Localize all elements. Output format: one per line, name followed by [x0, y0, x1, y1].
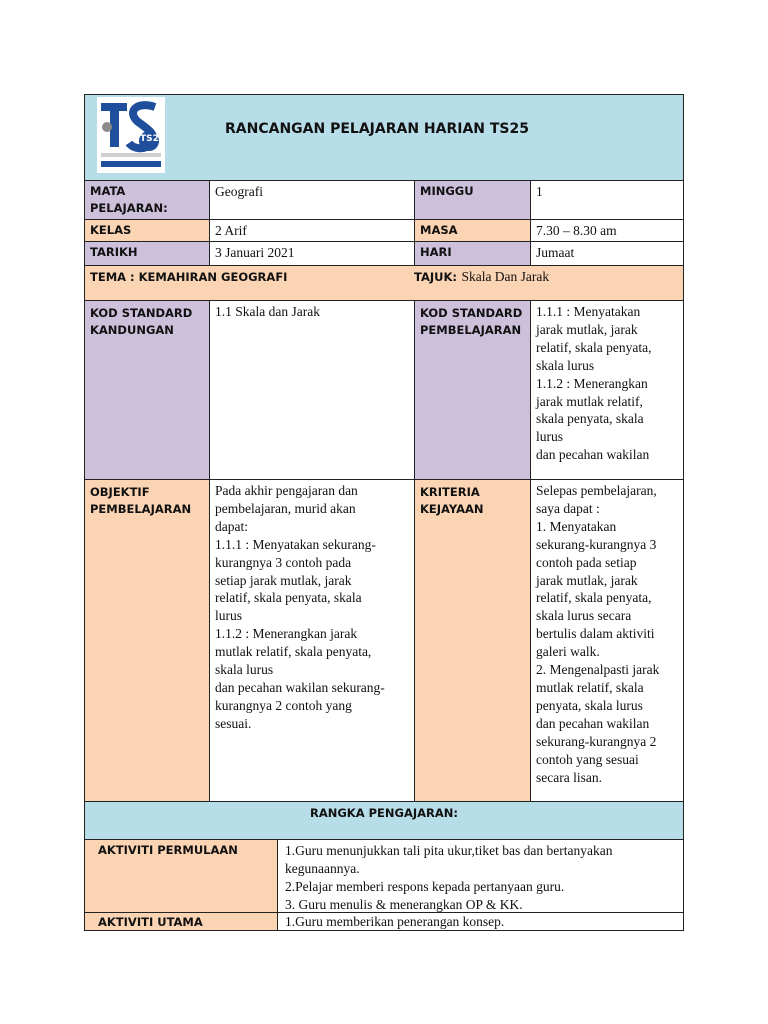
aktiviti-permulaan-value: 1.Guru menunjukkan tali pita ukur,tiket bas dan bertanyakan kegunaannya. 2.Pelajar memberi respons kepada pertanyaan guru. 3. Guru menulis & menerangkan OP & KK. [277, 839, 684, 913]
aktiviti-permulaan-label: AKTIVITI PERMULAAN [84, 839, 278, 913]
kod-standard-kandungan-label: KOD STANDARD KANDUNGAN [84, 300, 210, 480]
rangka-pengajaran-title: RANGKA PENGAJARAN: [84, 801, 684, 840]
tema-row [84, 265, 684, 301]
aktiviti-utama-label: AKTIVITI UTAMA [84, 912, 278, 931]
tajuk [414, 268, 549, 286]
tajuk-label: TAJUK: [414, 270, 457, 284]
mata-pelajaran-value: Geografi [209, 180, 415, 220]
hari-label: HARI [414, 241, 531, 266]
objektif-value: Pada akhir pengajaran dan pembelajaran, murid akan dapat: 1.1.1 : Menyatakan sekurang- kurangnya 3 contoh pada setiap jarak mutlak, jarak relatif, skala penyata, skala lurus 1.1.2 : Menerangkan jarak mutlak relatif, skala penyata, skala lurus dan pecahan wakilan sekurang- kurangnya 2 contoh yang sesuai. [209, 479, 415, 802]
tarikh-label: TARIKH [84, 241, 210, 266]
objektif-label: OBJEKTIF PEMBELAJARAN [84, 479, 210, 802]
kod-standard-pembelajaran-label: KOD STANDARD PEMBELAJARAN [414, 300, 531, 480]
kriteria-label: KRITERIA KEJAYAAN [414, 479, 531, 802]
kod-standard-kandungan-value: 1.1 Skala dan Jarak [209, 300, 415, 480]
logo-text: TS25 [140, 134, 166, 144]
hari-value: Jumaat [530, 241, 684, 266]
masa-value: 7.30 – 8.30 am [530, 219, 684, 242]
tajuk-value: Skala Dan Jarak [461, 269, 550, 284]
kod-standard-pembelajaran-value: 1.1.1 : Menyatakan jarak mutlak, jarak relatif, skala penyata, skala lurus 1.1.2 : Menerangkan jarak mutlak relatif, skala penyata, skala lurus dan pecahan wakilan [530, 300, 684, 480]
aktiviti-utama-value: 1.Guru memberikan penerangan konsep. [277, 912, 684, 931]
masa-label: MASA [414, 219, 531, 242]
tarikh-value: 3 Januari 2021 [209, 241, 415, 266]
minggu-value: 1 [530, 180, 684, 220]
mata-pelajaran-label: MATA PELAJARAN: [84, 180, 210, 220]
kelas-label: KELAS [84, 219, 210, 242]
page-title: RANCANGAN PELAJARAN HARIAN TS25 [225, 121, 529, 137]
header-row [84, 94, 684, 181]
ts25-logo [97, 97, 165, 173]
tema-text: TEMA : KEMAHIRAN GEOGRAFI [90, 270, 288, 284]
minggu-label: MINGGU [414, 180, 531, 220]
kriteria-value: Selepas pembelajaran, saya dapat : 1. Menyatakan sekurang-kurangnya 3 contoh pada setiap jarak mutlak, jarak relatif, skala penyata, skala lurus secara bertulis dalam aktiviti galeri walk. 2. Mengenalpasti jarak mutlak relatif, skala penyata, skala lurus dan pecahan wakilan sekurang-kurangnya 2 contoh yang sesuai secara lisan. [530, 479, 684, 802]
kelas-value: 2 Arif [209, 219, 415, 242]
